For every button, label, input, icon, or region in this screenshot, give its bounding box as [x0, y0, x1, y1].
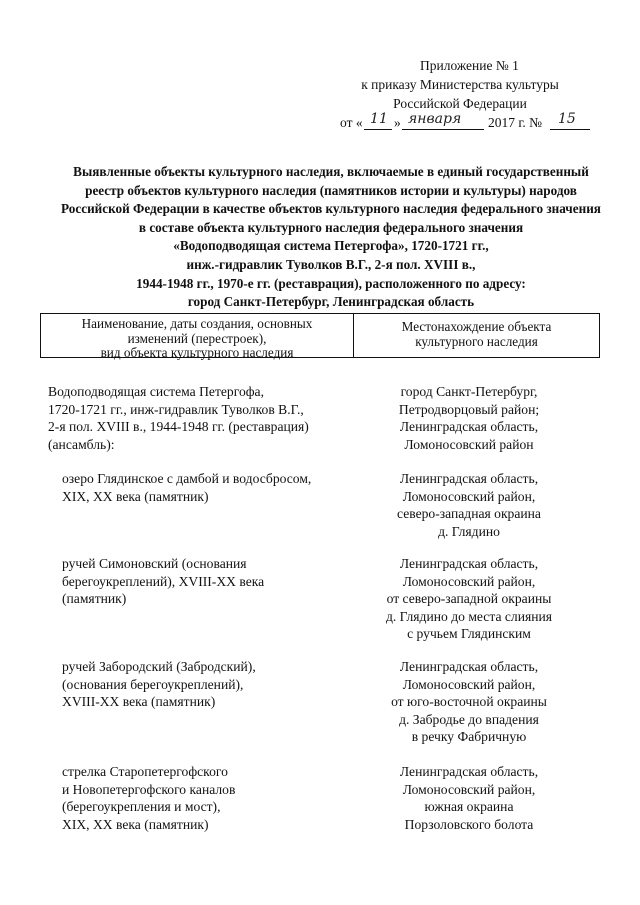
object-location-simonovsky	[360, 555, 578, 643]
object-location-canal-spit	[360, 763, 578, 833]
title-line: «Водоподводящая система Петергофа», 1720-1721 гг.,	[173, 238, 489, 254]
text-line: северо-западная окраина	[397, 506, 541, 521]
document-title	[48, 163, 614, 312]
appendix-federation: Российской Федерации	[393, 96, 527, 111]
title-line: 1944-1948 гг., 1970-е гг. (реставрация), расположенного по адресу:	[136, 275, 526, 291]
day-underline	[364, 129, 392, 130]
date-prefix: от «	[340, 115, 363, 130]
month-underline	[402, 129, 484, 130]
order-number: 15	[558, 111, 576, 127]
date-year: 2017 г. №	[488, 115, 543, 130]
object-location-zaborodsky	[360, 658, 578, 746]
text-line: Ленинградская область,	[399, 764, 539, 779]
text-line: ручей Симоновский (основания	[62, 556, 247, 571]
date-day: 11	[370, 111, 388, 127]
text-line: Ломоносовский район,	[402, 573, 536, 589]
title-line: в составе объекта культурного наследия федерального значения	[138, 219, 524, 235]
header-text: культурного наследия	[415, 334, 538, 349]
object-location-lake	[360, 470, 578, 540]
object-name-ensemble	[48, 383, 309, 453]
title-line: город Санкт-Петербург, Ленинградская область	[187, 294, 475, 310]
text-line: Ленинградская область,	[399, 556, 539, 571]
text-line: южная окраина	[424, 799, 514, 814]
header-text: вид объекта культурного наследия	[100, 345, 294, 360]
text-line: Ленинградская область,	[399, 471, 539, 486]
text-line: с ручьем Глядинским	[407, 626, 531, 641]
number-underline	[550, 129, 590, 130]
text-line: озеро Глядинское с дамбой и водосбросом,	[62, 471, 312, 486]
object-name-canal-spit	[62, 763, 235, 833]
text-line: берегоукреплений), XVIII-XX века	[62, 573, 265, 589]
title-line: инж.-гидравлик Туволков В.Г., 2-я пол. XVIII в.,	[186, 256, 476, 272]
text-line: XIX, XX века (памятник)	[62, 816, 209, 832]
appendix-order: к приказу Министерства культуры	[361, 77, 559, 92]
object-name-zaborodsky	[62, 658, 256, 711]
text-line: д. Глядино до места слияния	[385, 608, 553, 624]
text-line: XIX, XX века (памятник)	[62, 488, 209, 504]
table-header	[40, 313, 600, 358]
text-line: Петродворцовый район;	[398, 401, 540, 417]
text-line: от юго-восточной окраины	[391, 694, 547, 709]
text-line: д. Забродье до впадения	[399, 711, 539, 727]
title-line: реестр объектов культурного наследия (памятников истории и культуры) народов	[85, 182, 577, 198]
text-line: ручей Забородский (Забродский),	[62, 659, 256, 674]
date-mid: »	[394, 115, 401, 130]
text-line: Ленинградская область,	[399, 659, 539, 674]
text-line: (ансамбль):	[48, 436, 115, 452]
text-line: и Новопетергофского каналов	[62, 781, 236, 797]
text-line: (памятник)	[62, 591, 127, 606]
title-line: Российской Федерации в качестве объектов культурного наследия федерального значения	[61, 201, 601, 217]
header-text: Наименование, даты создания, основных	[81, 316, 313, 331]
text-line: город Санкт-Петербург,	[400, 384, 538, 399]
header-text: Местонахождение объекта	[401, 319, 552, 334]
date-month: января	[408, 111, 462, 127]
appendix-number: Приложение № 1	[420, 58, 519, 73]
title-line: Выявленные объекты культурного наследия, включаемые в единый государственный	[73, 164, 589, 179]
text-line: 1720-1721 гг., инж-гидравлик Туволков В.Г.,	[48, 401, 304, 417]
text-line: от северо-западной окраины	[386, 591, 552, 606]
object-name-simonovsky	[62, 555, 264, 608]
object-location-ensemble	[360, 383, 578, 453]
text-line: стрелка Старопетергофского	[62, 764, 228, 779]
text-line: Ленинградская область,	[399, 419, 539, 434]
text-line: Ломоносовский район,	[402, 781, 536, 797]
text-line: XVIII-XX века (памятник)	[62, 694, 216, 709]
text-line: 2-я пол. XVIII в., 1944-1948 гг. (реставрация)	[48, 419, 309, 434]
text-line: (берегоукрепления и мост),	[62, 799, 221, 814]
text-line: Ломоносовский район	[404, 436, 534, 452]
text-line: Ломоносовский район,	[402, 676, 536, 692]
text-line: Ломоносовский район,	[402, 488, 536, 504]
text-line: в речку Фабричную	[411, 729, 527, 744]
appendix-block	[330, 56, 590, 135]
text-line: Водоподводящая система Петергофа,	[48, 384, 264, 399]
text-line: д. Глядино	[438, 523, 500, 539]
header-name-column	[41, 314, 354, 360]
header-location-column	[354, 314, 599, 357]
object-name-lake	[62, 470, 311, 505]
text-line: Порзоловского болота	[404, 816, 534, 832]
header-text: изменений (перестроек),	[127, 330, 267, 346]
text-line: (основания берегоукреплений),	[62, 676, 244, 692]
order-date-line	[330, 113, 590, 135]
